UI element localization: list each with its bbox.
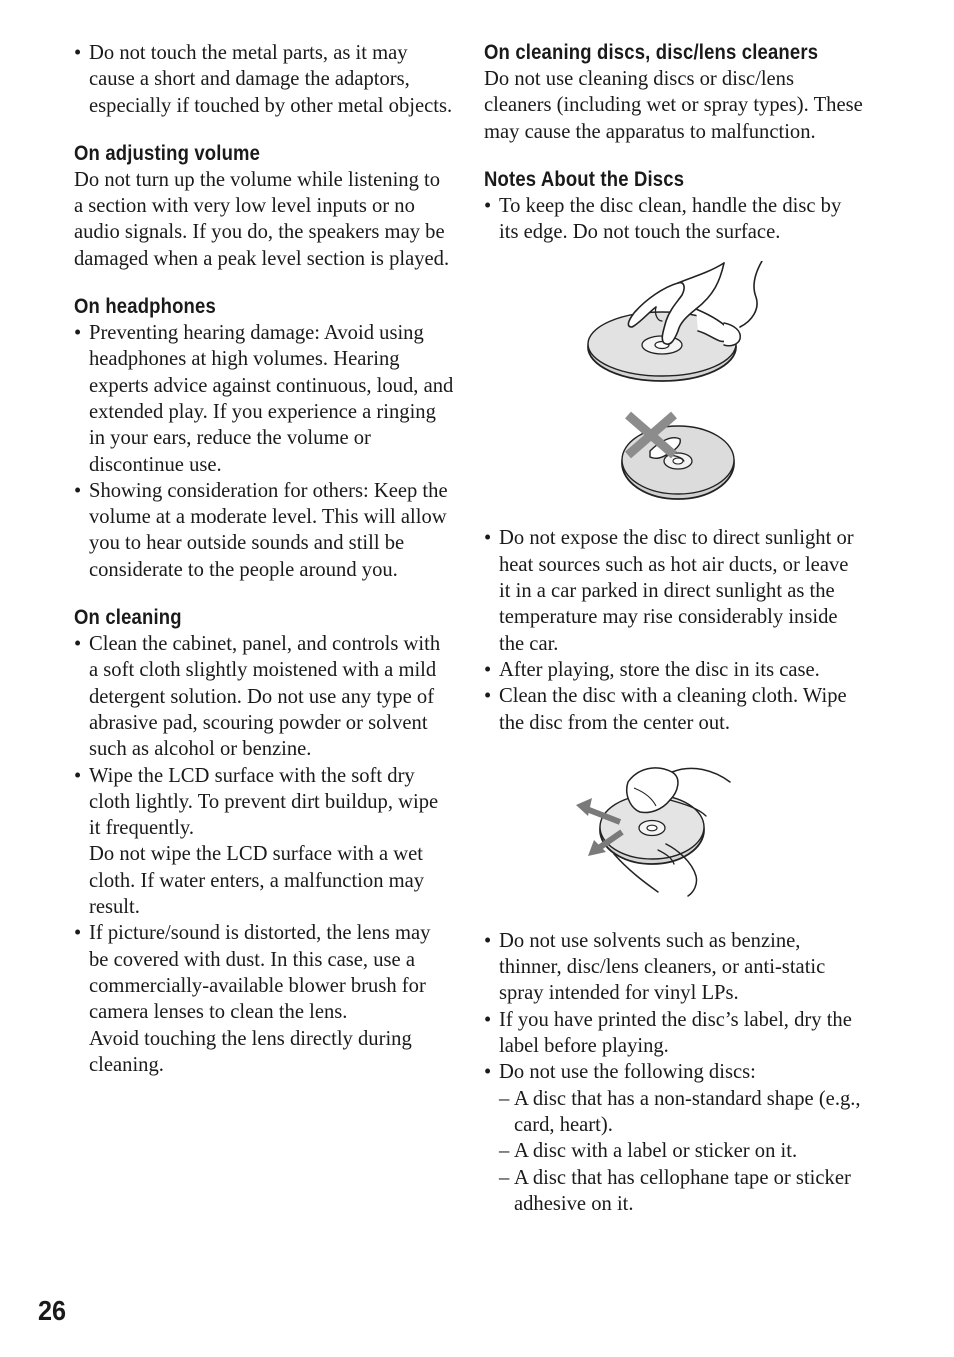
disc-surface-touch-prohibited-icon: [574, 405, 774, 505]
intro-bullet-list: [74, 40, 454, 119]
discs-warnings-list: [484, 928, 864, 1217]
list-item-text: Do not use the following discs:: [499, 1061, 756, 1084]
list-item: • After playing, store the disc in its case.: [484, 657, 864, 683]
discs-care-list: [484, 525, 864, 735]
list-item-text: If picture/sound is distorted, the lens may be covered with dust. In this case, use a commercially-available blower brush for camera lenses to clean the lens.: [89, 922, 431, 1024]
section-heading-disc-cleaners: On cleaning discs, disc/lens cleaners: [484, 41, 819, 64]
dash-list-item: – A disc that has cellophane tape or sticker adhesive on it.: [484, 1165, 864, 1218]
section-heading-volume: On adjusting volume: [74, 141, 261, 165]
list-item: • To keep the disc clean, handle the disc by its edge. Do not touch the surface.: [484, 193, 864, 246]
list-item: • Do not expose the disc to direct sunlight or heat sources such as hot air ducts, or leave it in a car parked in direct sunlight as the temperature may rise considerably inside the car.: [484, 525, 864, 656]
disc-cleaners-text: Do not use cleaning discs or disc/lens cleaners (including wet or spray types). These may cause the apparatus to malfunction.: [484, 68, 863, 143]
list-item: [74, 763, 454, 921]
section-heading-headphones: On headphones: [74, 295, 216, 319]
dash-list-item: – A disc with a label or sticker on it.: [484, 1138, 864, 1164]
page-number: 26: [38, 1295, 67, 1326]
dash-list-item: – A disc that has a non-standard shape (e.g., card, heart).: [484, 1086, 864, 1139]
right-column: [484, 40, 864, 1217]
list-item-continuation: Avoid touching the lens directly during cleaning.: [89, 1027, 412, 1076]
list-item-text: Wipe the LCD surface with the soft dry cloth lightly. To prevent dirt buildup, wipe it frequently.: [89, 764, 439, 840]
discs-handle-list: [484, 193, 864, 246]
list-item: [484, 1059, 864, 1217]
list-item: • Clean the cabinet, panel, and controls with a soft cloth slightly moistened with a mild detergent solution. Do not use any type of abrasive pad, scouring powder or solvent such as alcohol or benzine.: [74, 631, 454, 762]
headphones-bullet-list: [74, 320, 454, 583]
list-item-continuation: Do not wipe the LCD surface with a wet cloth. If water enters, a malfunction may result.: [89, 843, 425, 919]
cleaning-bullet-list: [74, 631, 454, 1078]
list-item: [74, 920, 454, 1078]
list-item: • Clean the disc with a cleaning cloth. Wipe the disc from the center out.: [484, 683, 864, 736]
disc-held-by-edge-icon: [574, 261, 774, 391]
list-item: • Showing consideration for others: Keep the volume at a moderate level. This will allow you to hear outside sounds and still be considerate to the people around you.: [74, 478, 454, 583]
list-item: • Do not touch the metal parts, as it may cause a short and damage the adaptors, especially if touched by other metal objects.: [74, 40, 454, 119]
section-heading-cleaning: On cleaning: [74, 606, 182, 630]
volume-text: Do not turn up the volume while listening to a section with very low level inputs or no audio signals. If you do, the speakers may be damaged when a peak level section is played.: [74, 168, 450, 270]
left-column: [74, 40, 454, 1078]
list-item: • Preventing hearing damage: Avoid using headphones at high volumes. Hearing experts advice against continuous, loud, and extended play. If you experience a ringing in your ears, reduce the volume or discontinue use.: [74, 320, 454, 478]
list-item: • Do not use solvents such as benzine, thinner, disc/lens cleaners, or anti-static spray intended for vinyl LPs.: [484, 928, 864, 1007]
section-heading-discs: Notes About the Discs: [484, 167, 685, 191]
disc-wiping-center-out-icon: [574, 758, 774, 898]
prohibited-discs-list: [484, 1086, 864, 1217]
list-item: • If you have printed the disc’s label, dry the label before playing.: [484, 1007, 864, 1060]
